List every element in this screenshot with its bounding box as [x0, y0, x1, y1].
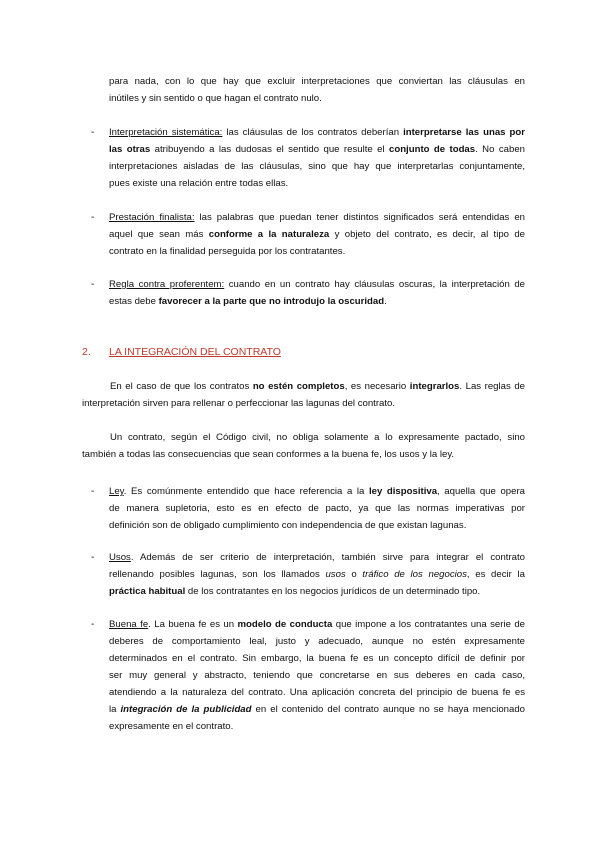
- text-line: contrato en la finalidad perseguida por los contratantes.: [109, 246, 346, 257]
- text-line: [109, 483, 525, 500]
- text-line: pues existe una relación entre todas ellas.: [109, 178, 289, 189]
- term-label: Usos: [109, 552, 131, 563]
- bold-run: ley dispositiva: [368, 486, 438, 497]
- bullet-usos: [109, 549, 525, 600]
- text-line: [109, 124, 525, 141]
- text-line: expresamente en el contrato.: [109, 721, 234, 732]
- bullet-buena-fe: [109, 616, 525, 735]
- bold-run: modelo de conducta: [237, 619, 333, 630]
- text-line: definición son de obligado cumplimiento con independencia de que existan lagunas.: [109, 520, 467, 531]
- bold-run: favorecer a la parte que no introdujo la oscuridad: [158, 296, 385, 307]
- text-line: [109, 616, 525, 633]
- text-line: [109, 549, 525, 566]
- text-line: [109, 566, 525, 583]
- term-label: Prestación finalista:: [109, 212, 195, 223]
- text-run: en el contenido del contrato aunque no se haya mencionado: [251, 704, 526, 715]
- text-line: interpretaciones aisladas de las cláusulas, sino que hay que interpretarlas conjuntamente,: [109, 161, 525, 172]
- text-run: .: [384, 296, 387, 307]
- text-run: En el caso de que los contratos: [110, 381, 253, 392]
- bold-run: conforme a la naturaleza: [208, 229, 330, 240]
- text-line: inútiles y sin sentido o que hagan el contrato nulo.: [109, 93, 322, 104]
- text-run: . Las reglas de: [459, 381, 526, 392]
- italic-run: usos: [325, 569, 346, 580]
- bold-run: interpretarse las unas por: [403, 127, 525, 138]
- bullet-dash: -: [91, 486, 95, 497]
- bullet-dash: -: [91, 619, 95, 630]
- term-label: Buena fe: [109, 619, 149, 630]
- text-line: [109, 141, 525, 158]
- text-run: , aquella que opera: [437, 486, 525, 497]
- text-line: [109, 701, 525, 718]
- bold-run: integrarlos: [409, 381, 460, 392]
- text-run: Un contrato, según el Código civil, no obliga solamente a lo expresamente pactado, sino: [110, 432, 525, 443]
- text-line: atendiendo a la naturaleza del contrato. Una aplicación concreta del principio de buena fe es: [109, 687, 525, 698]
- text-line: [109, 226, 525, 243]
- bullet-dash: -: [91, 212, 95, 223]
- term-label: Interpretación sistemática:: [109, 127, 223, 138]
- text-run: , es decir la: [466, 569, 525, 580]
- bold-run: práctica habitual: [109, 586, 186, 597]
- text-line: también a todas las consecuencias que sean conformes a la buena fe, los usos y la ley.: [82, 449, 455, 460]
- section-title: LA INTEGRACIÓN DEL CONTRATO: [109, 346, 281, 358]
- text-line: [109, 583, 525, 600]
- bullet-dash: -: [91, 552, 95, 563]
- text-run: las palabras que puedan tener distintos significados será entendidas en: [194, 212, 525, 223]
- italic-run: tráfico de los negocios: [362, 569, 467, 580]
- bullet-dash: -: [91, 279, 95, 290]
- text-line: [109, 276, 525, 293]
- text-line: [82, 378, 525, 395]
- text-run: , es necesario: [344, 381, 410, 392]
- text-run: estas debe: [109, 296, 159, 307]
- intro-paragraph: [109, 73, 525, 107]
- text-line: determinados en el contrato. Sin embargo, la buena fe es un concepto difícil de definir por: [109, 653, 525, 664]
- text-line: para nada, con lo que hay que excluir interpretaciones que conviertan las cláusulas en: [109, 76, 525, 87]
- bullet-sistematica: [109, 124, 525, 192]
- term-label: Regla contra proferentem:: [109, 279, 225, 290]
- bold-italic-run: integración de la publicidad: [120, 704, 252, 715]
- text-run: . Es comúnmente entendido que hace referencia a la: [123, 486, 369, 497]
- text-run: aquel que sean más: [109, 229, 209, 240]
- text-run: la: [109, 704, 121, 715]
- term-label: Ley: [109, 486, 124, 497]
- text-line: [109, 293, 525, 310]
- paragraph-integracion: [82, 378, 525, 412]
- text-run: atribuyendo a las dudosas el sentido que resulte el: [150, 144, 389, 155]
- bullet-proferentem: [109, 276, 525, 310]
- text-line: ser muy general y abstracto, teniendo que concretarse en sus deberes en cada caso,: [109, 670, 525, 681]
- section-number: 2.: [82, 346, 91, 358]
- section-heading: [82, 344, 281, 360]
- bullet-finalista: [109, 209, 525, 260]
- bold-run: conjunto de todas: [389, 144, 476, 155]
- bold-run: las otras: [109, 144, 151, 155]
- text-run: . Además de ser criterio de interpretación, también sirve para integrar el contrato: [130, 552, 525, 563]
- text-run: . No caben: [475, 144, 525, 155]
- bold-run: no estén completos: [252, 381, 345, 392]
- text-run: las cláusulas de los contratos deberían: [222, 127, 404, 138]
- paragraph-codigo-civil: [82, 429, 525, 463]
- bullet-dash: -: [91, 127, 95, 138]
- text-line: deberes de comportamiento leal, justo y adecuado, aunque no estén expresamente: [109, 636, 525, 647]
- text-line: [82, 429, 525, 446]
- text-run: . La buena fe es un: [148, 619, 238, 630]
- text-line: interpretación sirven para rellenar o perfeccionar las lagunas del contrato.: [82, 398, 396, 409]
- text-run: que impone a los contratantes una serie de: [332, 619, 526, 630]
- text-line: [109, 209, 525, 226]
- text-run: rellenando posibles lagunas, son los llamados: [109, 569, 326, 580]
- text-line: de manera supletoria, esto es en efecto de pacto, ya que las normas imperativas por: [109, 503, 525, 514]
- text-run: o: [345, 569, 363, 580]
- bullet-ley: [109, 483, 525, 534]
- text-run: de los contratantes en los negocios jurídicos de un determinado tipo.: [185, 586, 481, 597]
- text-run: y objeto del contrato, es decir, al tipo de: [329, 229, 526, 240]
- text-run: cuando en un contrato hay cláusulas oscuras, la interpretación de: [224, 279, 525, 290]
